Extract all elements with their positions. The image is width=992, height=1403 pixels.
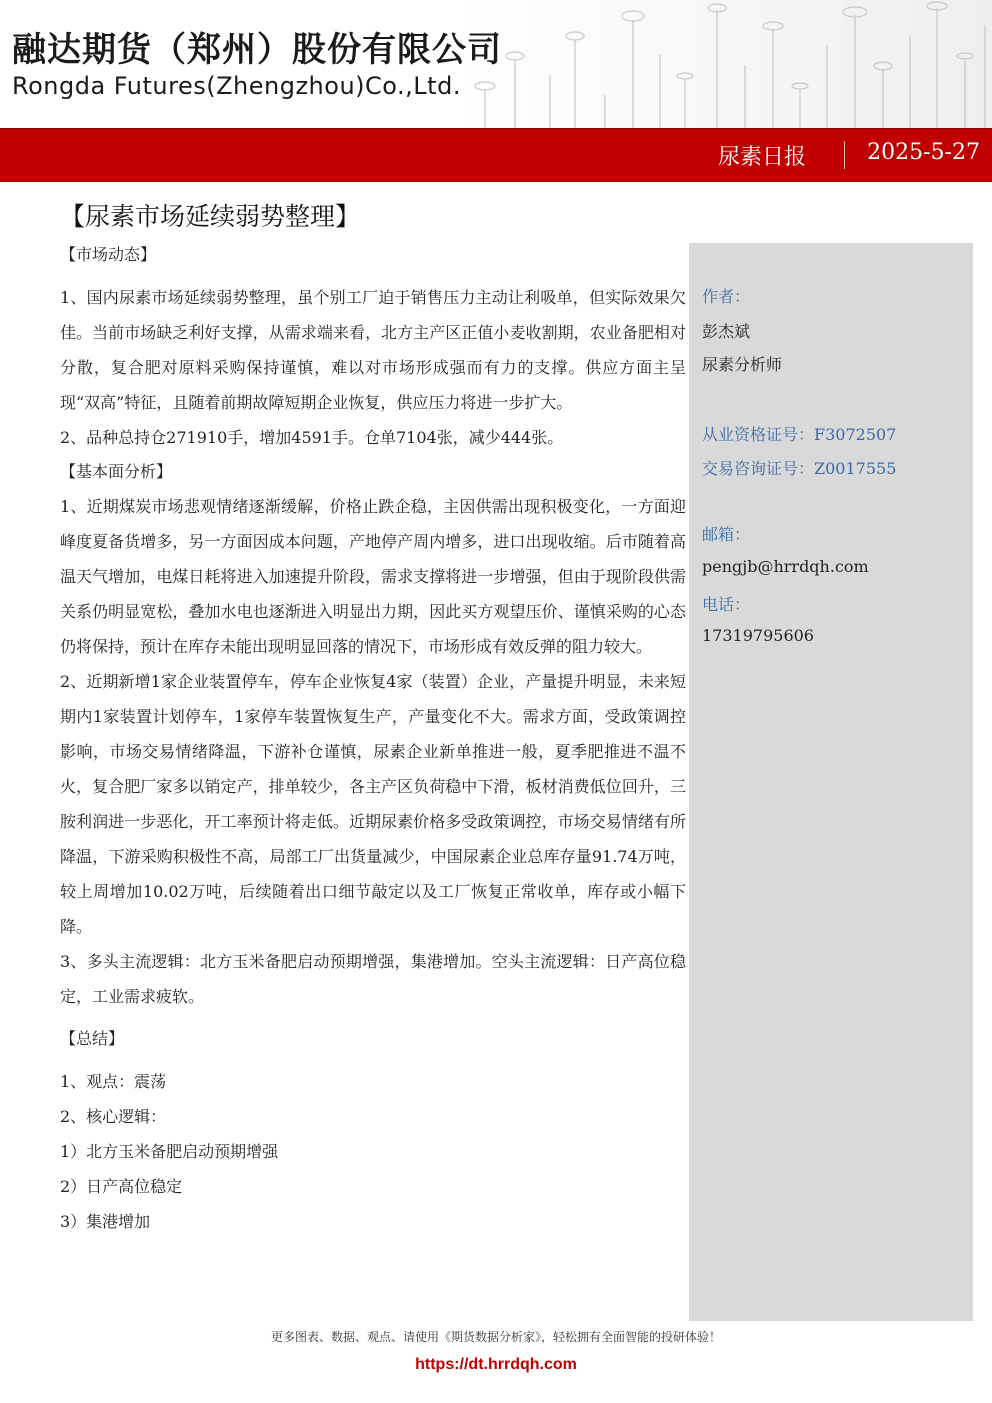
report-title: 【尿素市场延续弱势整理】 [60, 202, 361, 231]
summary-item: 1、观点：震荡 [60, 1072, 167, 1091]
company-name-en: Rongda Futures(Zhengzhou)Co.,Ltd. [12, 72, 461, 100]
section-heading-market: 【市场动态】 [60, 245, 157, 264]
fundamental-paragraph-3: 3、多头主流逻辑：北方玉米备肥启动预期增强，集港增加。空头主流逻辑：日产高位稳定，工业需求疲软。 [60, 952, 686, 1006]
email-address[interactable]: pengjb@hrrdqh.com [702, 557, 869, 576]
summary-item: 2）日产高位稳定 [60, 1177, 183, 1196]
footer-note: 更多图表、数据、观点、请使用《期货数据分析家》，轻松拥有全面智能的投研体验！ [270, 1330, 721, 1344]
section-heading-fundamental: 【基本面分析】 [60, 462, 173, 481]
author-title: 尿素分析师 [702, 355, 783, 374]
author-label: 作者： [702, 287, 751, 306]
report-date: 2025-5-27 [867, 140, 980, 165]
phone-number: 17319795606 [702, 626, 814, 645]
summary-item: 3）集港增加 [60, 1212, 151, 1231]
market-paragraph-2: 2、品种总持仓271910手，增加4591手。仓单7104张，减少444张。 [60, 428, 564, 447]
company-name-cn: 融达期货（郑州）股份有限公司 [12, 30, 502, 70]
decorative-pattern [455, 0, 992, 128]
consult-number: 交易咨询证号：Z0017555 [702, 459, 897, 478]
footer-link[interactable]: https://dt.hrrdqh.com [415, 1356, 577, 1373]
summary-item: 1）北方玉米备肥启动预期增强 [60, 1142, 279, 1161]
page-header [0, 0, 992, 128]
report-body [60, 238, 686, 1239]
summary-item: 2、核心逻辑： [60, 1107, 167, 1126]
fundamental-paragraph-2: 2、近期新增1家企业装置停车，停车企业恢复4家（装置）企业，产量提升明显，未来短期内1家装置计划停车，1家停车装置恢复生产，产量变化不大。需求方面，受政策调控影响，市场交易情绪降温，下游补仓谨慎，尿素企业新单推进一般，夏季肥推进不温不火，复合肥厂家多以销定产，排单较少，各主产区负荷稳中下滑，板材消费低位回升，三胺利润进一步恶化，开工率预计将走低。近期尿素价格多受政策调控，市场交易情绪有所降温，下游采购积极性不高，局部工厂出货量减少，中国尿素企业总库存量91.74万吨，较上周增加10.02万吨，后续随着出口细节敲定以及工厂恢复正常收单，库存或小幅下降。 [60, 672, 686, 936]
author-name: 彭杰斌 [702, 322, 751, 341]
phone-label: 电话： [702, 595, 751, 614]
email-label: 邮箱： [702, 525, 751, 544]
author-sidebar [689, 243, 973, 1321]
market-paragraph-1: 1、国内尿素市场延续弱势整理，虽个别工厂迫于销售压力主动让利吸单，但实际效果欠佳。当前市场缺乏利好支撑，从需求端来看，北方主产区正值小麦收割期，农业备肥相对分散，复合肥对原料采购保持谨慎，难以对市场形成强而有力的支撑。供应方面主呈现“双高”特征，且随着前期故障短期企业恢复，供应压力将进一步扩大。 [60, 288, 686, 412]
section-heading-summary: 【总结】 [60, 1029, 125, 1048]
report-name: 尿素日报 [717, 145, 806, 170]
qualification-number: 从业资格证号：F3072507 [702, 425, 897, 444]
header-separator [844, 141, 845, 169]
fundamental-paragraph-1: 1、近期煤炭市场悲观情绪逐渐缓解，价格止跌企稳，主因供需出现积极变化，一方面迎峰度夏备货增多，另一方面因成本问题，产地停产周内增多，进口出现收缩。后市随着高温天气增加，电煤日耗将进入加速提升阶段，需求支撑将进一步增强，但由于现阶段供需关系仍明显宽松，叠加水电也逐渐进入明显出力期，因此买方观望压价、谨慎采购的心态仍将保持，预计在库存未能出现明显回落的情况下，市场形成有效反弹的阻力较大。 [60, 497, 686, 656]
